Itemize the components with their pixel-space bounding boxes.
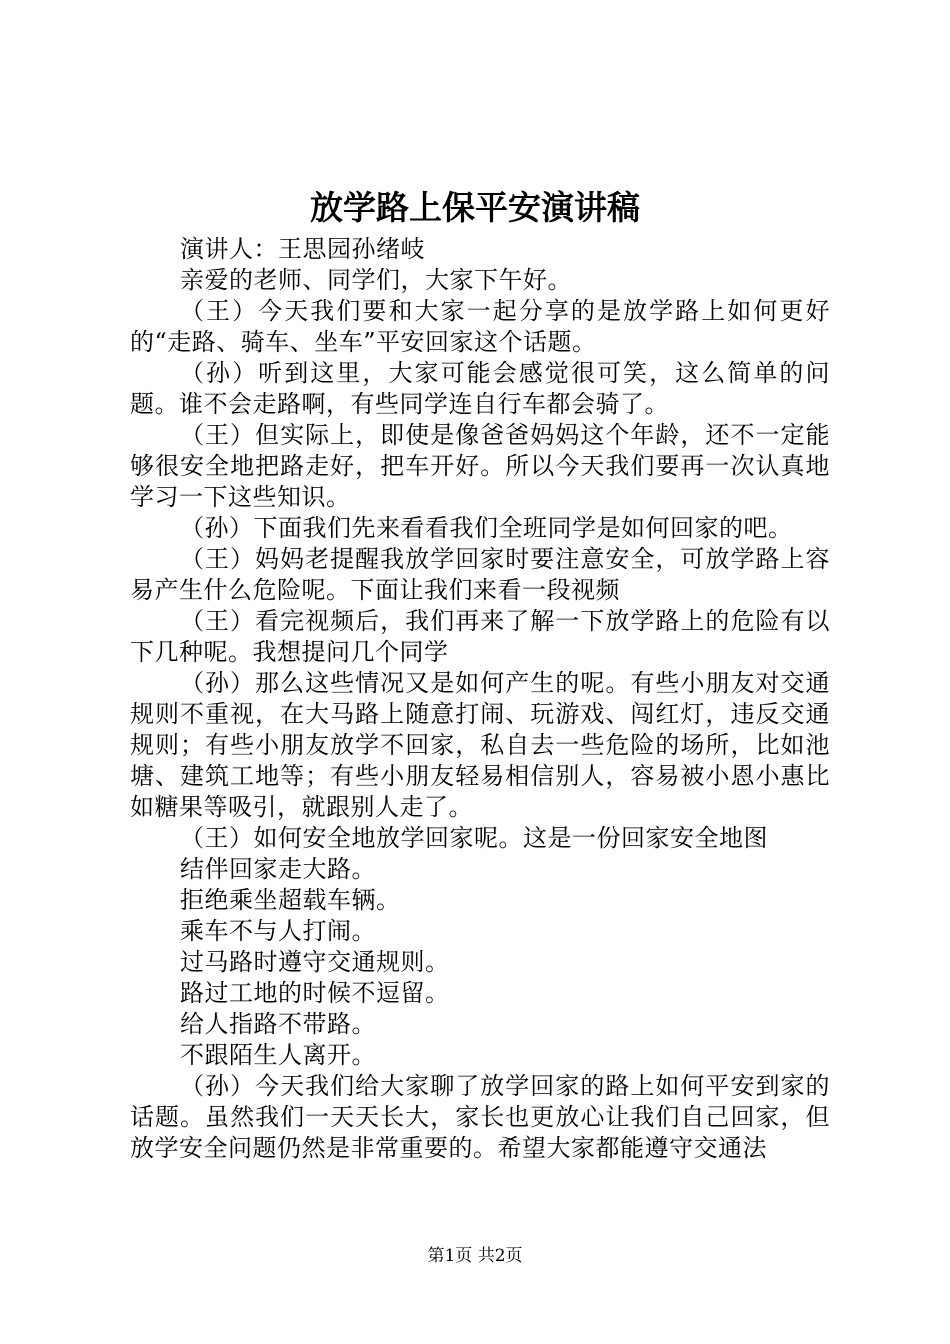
paragraph: （王）妈妈老提醒我放学回家时要注意安全，可放学路上容易产生什么危险呢。下面让我们来看一段视频 xyxy=(130,545,830,604)
safety-tip-item: 乘车不与人打闹。 xyxy=(180,917,376,945)
page-title: 放学路上保平安演讲稿 xyxy=(310,188,640,227)
paragraph: （孙）下面我们先来看看我们全班同学是如何回家的吧。 xyxy=(180,514,793,542)
safety-tip-item: 不跟陌生人离开。 xyxy=(180,1041,376,1069)
paragraph: （王）如何安全地放学回家呢。这是一份回家安全地图 xyxy=(180,824,768,852)
paragraph: （王）但实际上，即使是像爸爸妈妈这个年龄，还不一定能够很安全地把路走好，把车开好。所以今天我们要再一次认真地学习一下这些知识。 xyxy=(130,421,830,511)
page-footer: 第1页 共2页 xyxy=(427,1246,523,1266)
safety-tip-item: 拒绝乘坐超载车辆。 xyxy=(180,886,401,914)
safety-tip-item: 给人指路不带路。 xyxy=(180,1010,376,1038)
paragraph: （孙）今天我们给大家聊了放学回家的路上如何平安到家的话题。虽然我们一天天长大，家长也更放心让我们自己回家，但放学安全问题仍然是非常重要的。希望大家都能遵守交通法 xyxy=(130,1072,830,1162)
greeting-paragraph: 亲爱的老师、同学们，大家下午好。 xyxy=(180,266,572,294)
paragraph: （孙）那么这些情况又是如何产生的呢。有些小朋友对交通规则不重视，在大马路上随意打闹、玩游戏、闯红灯，违反交通规则；有些小朋友放学不回家，私自去一些危险的场所，比如池塘、建筑工地等；有些小朋友轻易相信别人，容易被小恩小惠比如糖果等吸引，就跟别人走了。 xyxy=(130,669,830,821)
paragraph: （王）今天我们要和大家一起分享的是放学路上如何更好的“走路、骑车、坐车”平安回家这个话题。 xyxy=(130,297,830,356)
document-body xyxy=(130,234,830,1164)
safety-tip-item: 结伴回家走大路。 xyxy=(180,855,376,883)
safety-tip-item: 过马路时遵守交通规则。 xyxy=(180,948,450,976)
safety-tip-item: 路过工地的时候不逗留。 xyxy=(180,979,450,1007)
paragraph: （王）看完视频后，我们再来了解一下放学路上的危险有以下几种呢。我想提问几个同学 xyxy=(130,607,830,666)
paragraph: （孙）听到这里，大家可能会感觉很可笑，这么简单的问题。谁不会走路啊，有些同学连自行车都会骑了。 xyxy=(130,359,830,418)
speaker-line: 演讲人：王思园孙绪岐 xyxy=(180,235,425,263)
